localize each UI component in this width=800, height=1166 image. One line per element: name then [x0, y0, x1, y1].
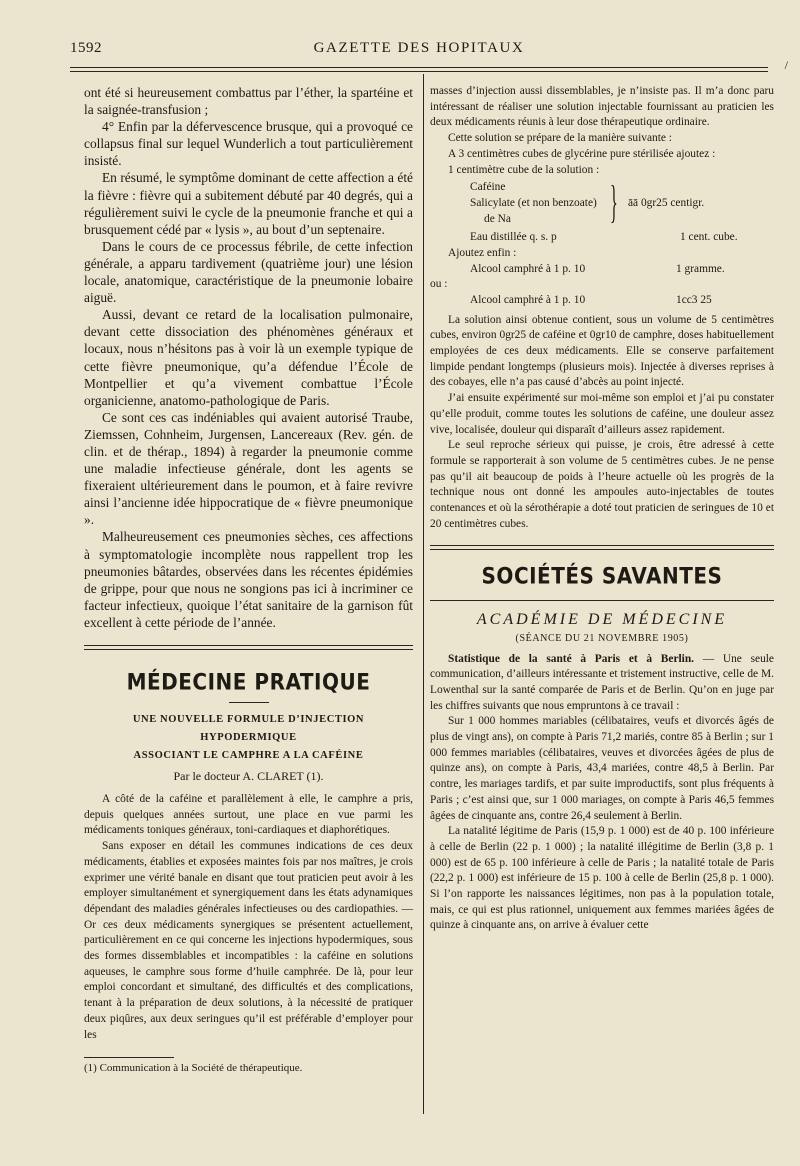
paragraph: Le seul reproche sérieux qui puisse, je crois, être adressé à cette formule se rapporterait à son volume de 5 centimètres cubes. Je ne pense pas qu’il ait beaucoup de poids à l’heure actuelle où les progrès de la technique nous ont donné les ampoules auto-injectables de toutes contenances et où la sérothérapie a doté tout praticien de seringues de 10 et 20 centimètres cubes. — [430, 439, 774, 530]
paragraph: ont été si heureusement combattus par l’éther, la spartéine et la saignée-transfusion ; — [84, 85, 413, 118]
stats-heading: Statistique de la santé à Paris et à Berlin. — [448, 652, 695, 665]
paragraph-text: — Une seule communication, d’ailleurs intéressante et tristement instructive, celle de M. Lowenthal sur la santé comparée de Paris et de Berlin. Qu’on en juge par les chiffres suivants que nous empruntons à ce travail : — [430, 652, 774, 712]
formula-ajoutez: Ajoutez enfin : — [448, 246, 517, 259]
column-divider — [423, 74, 424, 1114]
article-title: UNE NOUVELLE FORMULE D’INJECTION HYPODERMIQUE — [132, 714, 365, 743]
paragraph: La natalité légitime de Paris (15,9 p. 1 000) est de 40 p. 100 inférieure à celle de Berlin (22 p. 1 000) ; la natalité illégitime de Berlin (3,8 p. 1 000) est de 65 p. 100 inférieure à celle de Paris ; la natalité totale de Paris (22,2 p. 1 000) est inférieure de 15 p. 100 à celle de Berlin (25,8 p. 1 000). Si l’on rapporte les naissances légitimes, non pas à la population totale, mais, ce qui est plus rationnel, uniquement aux femmes mariées âgées de quinze à cinquante ans, on arrive à évaluer cette — [430, 825, 774, 932]
formula-dose: 1 cent. cube. — [680, 231, 738, 244]
formula-block — [430, 178, 774, 308]
paragraph: Sans exposer en détail les communes indications de ces deux médicaments, établies et exposées maintes fois par nos maîtres, je crois exprimer une vérité banale en disant que tout praticien peut avoir à les employer simultanément et synergiquement dans les états adynamiques dépendant des maladies générales infectieuses ou des cardiopathies. — Or ces deux médicaments synergiques se présentent actuellement, particulièrement en ce qui concerne les injections hypodermiques, sous des formes dissemblables et incompatibles : la caféine en solutions aqueuses, le camphre sous forme d’huile camphrée. De là, pour leur emploi concordant et simultané, des difficultés et des complications, tenant à la préparation de deux solutions, à la nécessité de pratiquer deux piqûres, aux deux seringues qu’il est préférable d’employer pour les — [84, 840, 413, 1041]
right-column — [430, 84, 774, 934]
formula-alcool: Alcool camphré à 1 p. 10 — [470, 293, 586, 306]
paragraph: Malheureusement ces pneumonies sèches, ces affections à symptomatologie incomplète nous rappellent trop les pneumonies bâtardes, observées dans les récentes épidémies de grippe, pour que nous ne songions pas ici à incriminer ce facteur infectieux, quoique l’état sanitaire de la garnison fût excellent à cette période de l’année. — [84, 529, 413, 630]
formula-alcool: Alcool camphré à 1 p. 10 — [470, 262, 586, 275]
journal-title: GAZETTE DES HOPITAUX — [313, 40, 525, 56]
header-rule — [70, 67, 768, 68]
formula-dose: 1 gramme. — [676, 262, 725, 275]
byline: Par le docteur A. CLARET (1). — [173, 769, 324, 783]
formula-salicylate: Salicylate (et non benzoate) — [470, 197, 597, 210]
paragraph: Cette solution se prépare de la manière suivante : — [448, 132, 672, 145]
paragraph: J’ai ensuite expérimenté sur moi-même son emploi et j’ai pu constater qu’elle produit, comme toutes les solutions de caféine, une douleur assez vive, localisée, douleur qui disparaît d’ailleurs assez rapidement. — [430, 392, 774, 436]
section-title: MÉDECINE PRATIQUE — [126, 668, 371, 696]
paragraph: 4° Enfin par la défervescence brusque, qui a provoqué ce collapsus final sur lequel Wunderlich a tout particulièrement insisté. — [84, 119, 413, 169]
paragraph: La solution ainsi obtenue contient, sous un volume de 5 centimètres cubes, environ 0gr25 de caféine et 0gr10 de camphre, doses habituellement employées de ces deux médicaments. Elle se conserve parfaitement limpide pendant longtemps (plusieurs mois). Injectée à diverses reprises à des cobayes, elle n’a pas causé d’abcès au point injecté. — [430, 313, 774, 389]
paragraph: Sur 1 000 hommes mariables (célibataires, veufs et divorcés âgés de plus de vingt ans), on compte à Paris 71,2 mariés, contre 85 à Berlin ; sur 1 000 femmes mariables (célibataires, veuves et divorcées âgées de plus de quinze ans), on compte à Paris, 43,4 mariées, contre 48,5 à Berlin. Par contre, les mariages tardifs, et par suite improductifs, sont plus fréquents à Paris ; c’est ainsi que, sur 1 000 mariages, on compte à Paris 46,5 femmes âgées de cinquante ans, contre 26,4 seulement à Berlin. — [430, 715, 774, 822]
academy-title: ACADÉMIE DE MÉDECINE — [476, 610, 728, 628]
paragraph: Ce sont ces cas indéniables qui avaient autorisé Traube, Ziemssen, Cohnheim, Jurgensen, Lancereaux (Rev. gén. de clin. et de thérap., 1894) à regarder la pneumonie comme une maladie infectieuse générale, dont les agents se fixeraient ultérieurement dans le poumon, et à faire revivre ainsi l’ancienne idée hippocratique de « fièvre pneumonique ». — [84, 409, 413, 528]
paragraph: A 3 centimètres cubes de glycérine pure stérilisée ajoutez : — [448, 147, 716, 160]
paragraph: Dans le cours de ce processus fébrile, de cette infection générale, a apparu tardivement (quatrième jour) une lésion locale, anatomique, caractéristique de la pneumonie lobaire aiguë. — [84, 238, 413, 306]
paragraph: En résumé, le symptôme dominant de cette affection a été la fièvre : fièvre qui a subitement débuté par 40 degrés, qui a régulièrement suivi le cycle de la pneumonie franche et qui a brusquement cédé par « lysis », au bout d’un septenaire. — [84, 170, 413, 237]
paragraph — [430, 652, 774, 715]
formula-dose: 1cc3 25 — [676, 293, 712, 306]
paragraph: A côté de la caféine et parallèlement à elle, le camphre a pris, depuis quelques années surtout, une place en vue parmi les médicaments toniques généraux, toni-cardiaques et diaphorétiques. — [84, 793, 413, 837]
paragraph: Aussi, devant ce retard de la localisation pulmonaire, devant cette dissociation des phénomènes généraux et locaux, nous n’hésitons pas à voir là un exemple typique de cette fièvre pneumonique, qu’a défendue l’École de Montpellier et qu’a vivement combattue l’École organicienne, anatomo-pathologique de Paris. — [84, 307, 413, 408]
article-title: ASSOCIANT LE CAMPHRE A LA CAFÉINE — [133, 750, 364, 761]
margin-mark: / — [784, 58, 788, 72]
formula-salicylate: de Na — [484, 213, 511, 226]
footnote: (1) Communication à la Société de thérapeutique. — [84, 1062, 303, 1075]
formula-cafeine: Caféine — [470, 181, 506, 194]
formula-dose: āā 0gr25 centigr. — [628, 197, 705, 210]
page-number: 1592 — [70, 40, 102, 56]
brace-icon: } — [610, 176, 618, 228]
header-rule — [70, 71, 768, 72]
running-head — [70, 40, 768, 62]
paragraph: masses d’injection aussi dissemblables, je n’insiste pas. Il m’a donc paru intéressant de réaliser une solution injectable fournissant au praticien les deux médicaments réunis à leur dose thérapeutique ordinaire. — [430, 85, 774, 129]
session-date: (SÉANCE DU 21 NOVEMBRE 1905) — [515, 632, 689, 644]
paragraph: 1 centimètre cube de la solution : — [448, 163, 600, 176]
section-title: SOCIÉTÉS SAVANTES — [481, 562, 723, 589]
formula-ou: ou : — [430, 278, 448, 291]
left-column — [84, 84, 413, 1074]
formula-eau: Eau distillée q. s. p — [470, 231, 557, 244]
